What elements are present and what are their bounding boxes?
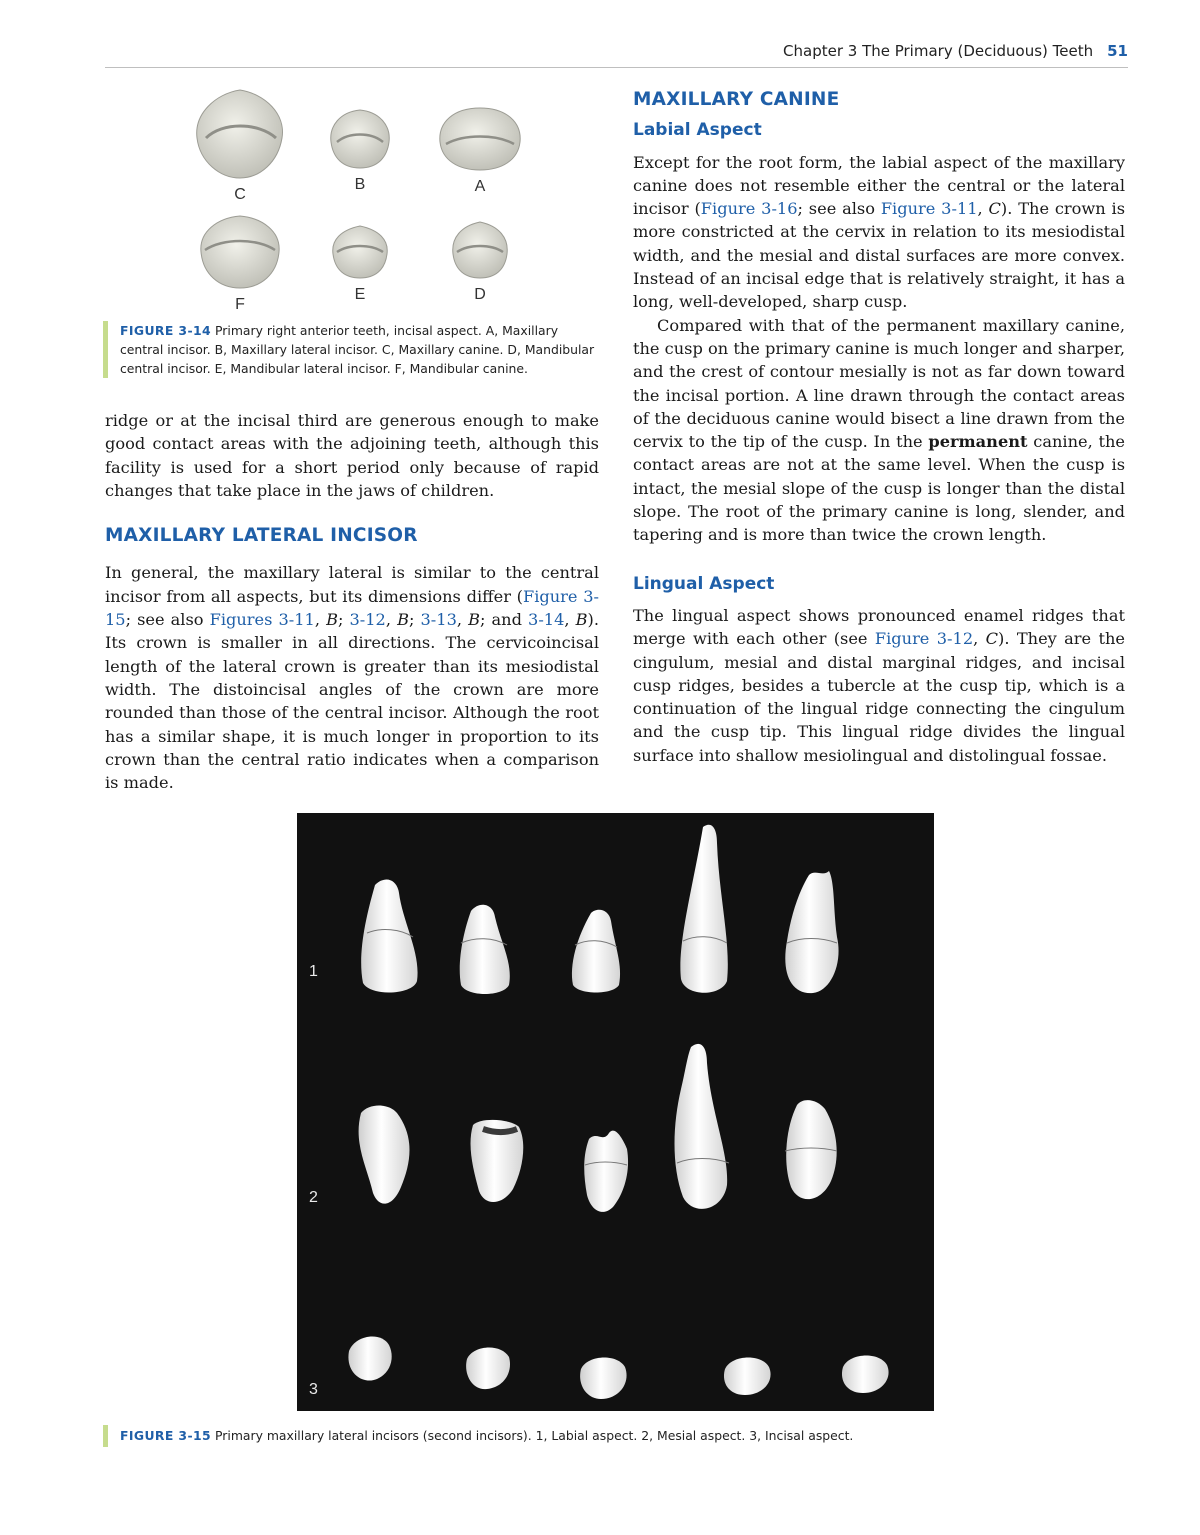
text: In general, the maxillary lateral is similar to the central incisor from all aspects, but its dimensions differ ( [105, 563, 599, 606]
label-c: C [234, 186, 246, 203]
paragraph: Except for the root form, the labial aspect of the maxillary canine does not resemble either the central or the lateral incisor (Figure 3-16; see also Figure 3-11, C). The crown is more constricted at the cervix in relation to its mesiodistal width, and the mesial and distal surfaces are more convex. Instead of an incisal edge that is relatively straight, it has a long, well-developed, sharp cusp. [633, 152, 1125, 312]
link-figure-3-14[interactable]: 3-14 [528, 610, 565, 630]
label-f: F [235, 296, 245, 313]
link-figure-3-13[interactable]: 3-13 [420, 610, 457, 630]
row-label-1: 1 [309, 963, 318, 980]
figure-3-14-illustration [180, 86, 540, 313]
left-column [105, 409, 599, 794]
text: B [397, 610, 409, 630]
text: B [468, 610, 480, 630]
link-figure-3-12[interactable]: Figure 3-12 [874, 629, 974, 649]
running-header [783, 42, 1128, 60]
figure-label: FIGURE 3-14 [120, 323, 212, 338]
figure-3-14-caption [103, 321, 604, 378]
chapter-title: Chapter 3 The Primary (Deciduous) Teeth [783, 42, 1094, 60]
right-column [633, 88, 1125, 767]
text: Except for the root form, the labial aspect of the maxillary canine does not resemble either the central or the lateral incisor ( [633, 152, 1125, 219]
heading-maxillary-lateral-incisor: MAXILLARY LATERAL INCISOR [105, 525, 418, 547]
figure-3-15-caption [103, 1425, 1120, 1447]
tooth-drawing [195, 212, 285, 292]
text: B [575, 610, 588, 630]
paragraph [633, 314, 1125, 547]
heading-lingual-aspect: Lingual Aspect [633, 573, 775, 594]
link-figure-3-12[interactable]: 3-12 [349, 610, 386, 630]
tooth-c [180, 86, 300, 204]
text: ). They are the cingulum, mesial and distal marginal ridges, and incisal cusp ridges, besides a tubercle at the cusp tip, which is a continuation of the lingual ridge connecting the cingulum and the cusp tip. This lingual ridge divides the lingual surface into shallow mesiolingual and distolingual fossae. [633, 629, 1125, 765]
paragraph: In general, the maxillary lateral is similar to the central incisor from all aspects, but its dimensions differ (Figure 3-15; see also Figures 3-11, B; 3-12, B; 3-13, B; and 3-14, B). Its crown is smaller in all directions. The cervicoincisal length of the lateral crown is greater than its mesiodistal width. The distoincisal angles of the crown are more rounded than those of the central incisor. Although the root has a similar shape, it is much longer in proportion to its crown than the central ratio indicates when a comparison is made. [105, 563, 599, 793]
text: Compared with that of the permanent maxillary canine, the cusp on the primary canine is much longer and sharper, and the crest of contour mesially is not as far down toward the incisal portion. A line drawn through the contact areas of the deciduous canine would bisect a line drawn from the cervix to the tip of the cusp. In the [633, 315, 1125, 452]
text: canine, the contact areas are not at the same level. When the cusp is intact, the mesial slope of the cusp is longer than the distal slope. The root of the primary canine is long, slender, and tapering and is more than twice the crown length. [633, 432, 1125, 545]
label-e: E [354, 286, 366, 303]
tooth-a [420, 104, 540, 196]
tooth-drawing [190, 86, 290, 182]
text: ). The crown is more constricted at the cervix in relation to its mesiodistal width, and the mesial and distal surfaces are more convex. Instead of an incisal edge that is relatively straight, it has a long, well-developed, sharp cusp. [633, 199, 1125, 312]
header-rule [105, 67, 1128, 68]
tooth-b [300, 106, 420, 194]
link-figure-3-15[interactable]: Figure 3-15 [105, 586, 599, 630]
label-b: B [354, 176, 366, 193]
link-figures-3-11[interactable]: Figures 3-11 [209, 610, 315, 630]
link-figure-3-16[interactable]: Figure 3-16 [700, 199, 798, 219]
figure-label: FIGURE 3-15 [120, 1428, 212, 1443]
teeth-photo-drawing [297, 813, 934, 1411]
tooth-f [180, 212, 300, 314]
text: C [988, 199, 1001, 219]
tooth-drawing [434, 104, 526, 174]
text: permanent [928, 432, 1028, 452]
figure-3-15-photo [297, 813, 934, 1411]
label-a: A [474, 178, 486, 195]
text: ; see also [125, 610, 210, 630]
heading-maxillary-canine: MAXILLARY CANINE [633, 89, 840, 110]
tooth-drawing [447, 218, 513, 282]
caption-text: Primary maxillary lateral incisors (second incisors). 1, Labial aspect. 2, Mesial aspect. 3, Incisal aspect. [215, 1428, 854, 1443]
link-figure-3-11[interactable]: Figure 3-11 [880, 199, 978, 219]
paragraph: The lingual aspect shows pronounced enamel ridges that merge with each other (see Figure 3-12, C). They are the cingulum, mesial and distal marginal ridges, and incisal cusp ridges, besides a tubercle at the cusp tip, which is a continuation of the lingual ridge connecting the cingulum and the cusp tip. This lingual ridge divides the lingual surface into shallow mesiolingual and distolingual fossae. [633, 605, 1125, 765]
page-number: 51 [1107, 42, 1128, 60]
tooth-drawing [327, 222, 393, 282]
heading-labial-aspect: Labial Aspect [633, 120, 762, 141]
text: and [491, 610, 522, 630]
text: The lingual aspect shows pronounced enamel ridges that merge with each other (see [633, 605, 1125, 649]
paragraph: ridge or at the incisal third are generous enough to make good contact areas with the adjoining teeth, although this facility is used for a short period only because of rapid changes that take place in the jaws of children. [105, 411, 599, 500]
label-d: D [474, 286, 486, 303]
tooth-d [420, 218, 540, 304]
text: B [326, 610, 338, 630]
caption-text: Primary right anterior teeth, incisal aspect. A, Maxillary central incisor. B, Maxillary lateral incisor. C, Maxillary canine. D, Mandibular central incisor. E, Mandibular lateral incisor. F, Mandibular canine. [120, 323, 595, 376]
row-label-3: 3 [309, 1381, 318, 1398]
text: ). Its crown is smaller in all directions. The cervicoincisal length of the lateral crown is greater than its mesiodistal width. The distoincisal angles of the crown are more rounded than those of the central incisor. Although the root has a similar shape, it is much longer in proportion to its crown than the central ratio indicates when a comparison is made. [105, 610, 599, 793]
text: C [985, 629, 999, 649]
tooth-e [300, 222, 420, 304]
row-label-2: 2 [309, 1189, 318, 1206]
tooth-drawing [325, 106, 395, 172]
text: ; see also [797, 199, 881, 219]
